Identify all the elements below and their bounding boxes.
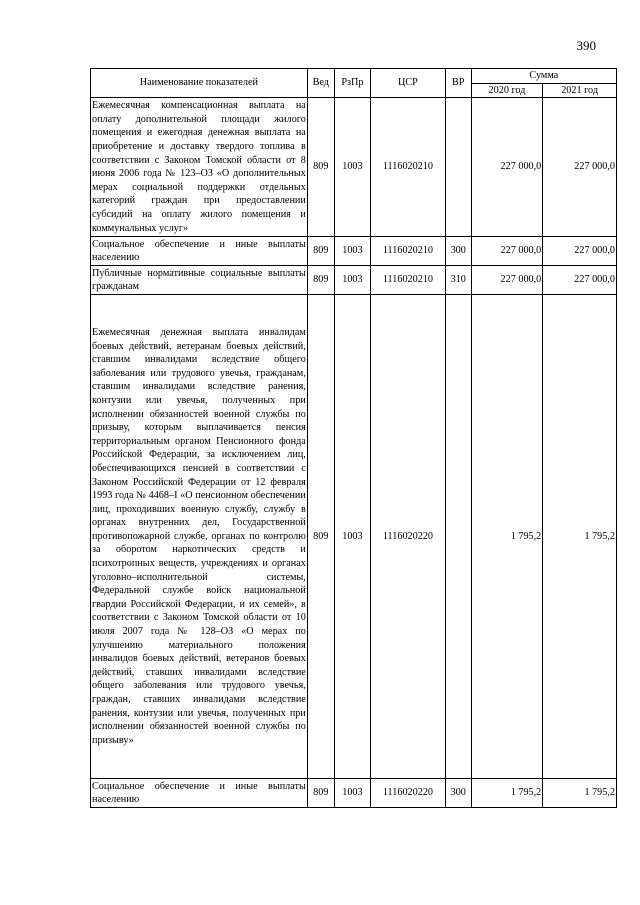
row-sum-2020: 1 795,2: [471, 779, 543, 808]
row-rzpr: 1003: [334, 266, 370, 295]
row-sum-2020: 1 795,2: [471, 295, 543, 779]
row-name: Публичные нормативные социальные выплаты гражданам: [91, 266, 308, 295]
row-name: Социальное обеспечение и иные выплаты населению: [91, 779, 308, 808]
row-rzpr: 1003: [334, 237, 370, 266]
row-csr: 1116020220: [371, 779, 446, 808]
row-rzpr: 1003: [334, 779, 370, 808]
table-row: [91, 779, 617, 808]
header-csr: ЦСР: [371, 69, 446, 98]
row-name: Ежемесячная компенсационная выплата на оплату дополнительной площади жилого помещения и ежегодная денежная выплата на приобретение и доставку твердого топлива в соответствии с Законом Томской области от 8 июня 2006 года № 123–ОЗ «О дополнительных мерах социальной поддержки отдельных категорий граждан при предоставлении субсидий на оплату жилого помещения и коммунальных услуг»: [91, 98, 308, 237]
table-row: [91, 295, 617, 779]
row-csr: 1116020220: [371, 295, 446, 779]
row-sum-2021: 1 795,2: [543, 295, 617, 779]
row-rzpr: 1003: [334, 295, 370, 779]
row-sum-2020: 227 000,0: [471, 237, 543, 266]
row-vr: 300: [445, 779, 471, 808]
table-row: [91, 98, 617, 237]
row-vr: [445, 295, 471, 779]
row-ved: 809: [307, 295, 334, 779]
budget-table: [90, 68, 617, 808]
table-row: [91, 266, 617, 295]
header-vr: ВР: [445, 69, 471, 98]
header-year-2021: 2021 год: [543, 83, 617, 98]
row-ved: 809: [307, 237, 334, 266]
row-sum-2021: 227 000,0: [543, 237, 617, 266]
row-name: Социальное обеспечение и иные выплаты населению: [91, 237, 308, 266]
row-csr: 1116020210: [371, 98, 446, 237]
row-sum-2020: 227 000,0: [471, 266, 543, 295]
header-rzpr: РзПр: [334, 69, 370, 98]
row-vr: 310: [445, 266, 471, 295]
header-name: Наименование показателей: [91, 69, 308, 98]
row-csr: 1116020210: [371, 237, 446, 266]
row-rzpr: 1003: [334, 98, 370, 237]
row-ved: 809: [307, 98, 334, 237]
header-sum: Сумма: [471, 69, 616, 84]
row-csr: 1116020210: [371, 266, 446, 295]
row-sum-2020: 227 000,0: [471, 98, 543, 237]
row-name: Ежемесячная денежная выплата инвалидам боевых действий, ветеранам боевых действий, ставшим инвалидами вследствие общего заболевания или трудового увечья, гражданам, ставшим инвалидами вследствие ранения, контузии или увечья, полученных при исполнении обязанностей военной службы по призыву, которым выплачивается пенсия территориальным органом Пенсионного фонда Российской Федерации, за исключением лиц, обеспечивающихся пенсией в соответствии с Законом Российской Федерации от 12 февраля 1993 года № 4468–I «О пенсионном обеспечении лиц, проходивших военную службу, службу в органах внутренних дел, Государственной противопожарной службе, органах по контролю за оборотом наркотических средств и психотропных веществ, учреждениях и органах уголовно–исполнительной системы, Федеральной службе войск национальной гвардии Российской Федерации, и их семей», в соответствии с Законом Томской области от 10 июля 2007 года № 128–ОЗ «О мерах по улучшению материального положения инвалидов боевых действий, ветеранов боевых действий, ставших инвалидами вследствие общего заболевания или трудового увечья, граждан, ставших инвалидами вследствие ранения, контузии или увечья, полученных при исполнении обязанностей военной службы по призыву»: [91, 295, 308, 779]
row-ved: 809: [307, 779, 334, 808]
header-ved: Вед: [307, 69, 334, 98]
row-vr: 300: [445, 237, 471, 266]
page-number: 390: [576, 38, 596, 53]
table-row: [91, 237, 617, 266]
row-vr: [445, 98, 471, 237]
row-sum-2021: 227 000,0: [543, 266, 617, 295]
row-sum-2021: 227 000,0: [543, 98, 617, 237]
row-sum-2021: 1 795,2: [543, 779, 617, 808]
header-year-2020: 2020 год: [471, 83, 543, 98]
row-ved: 809: [307, 266, 334, 295]
